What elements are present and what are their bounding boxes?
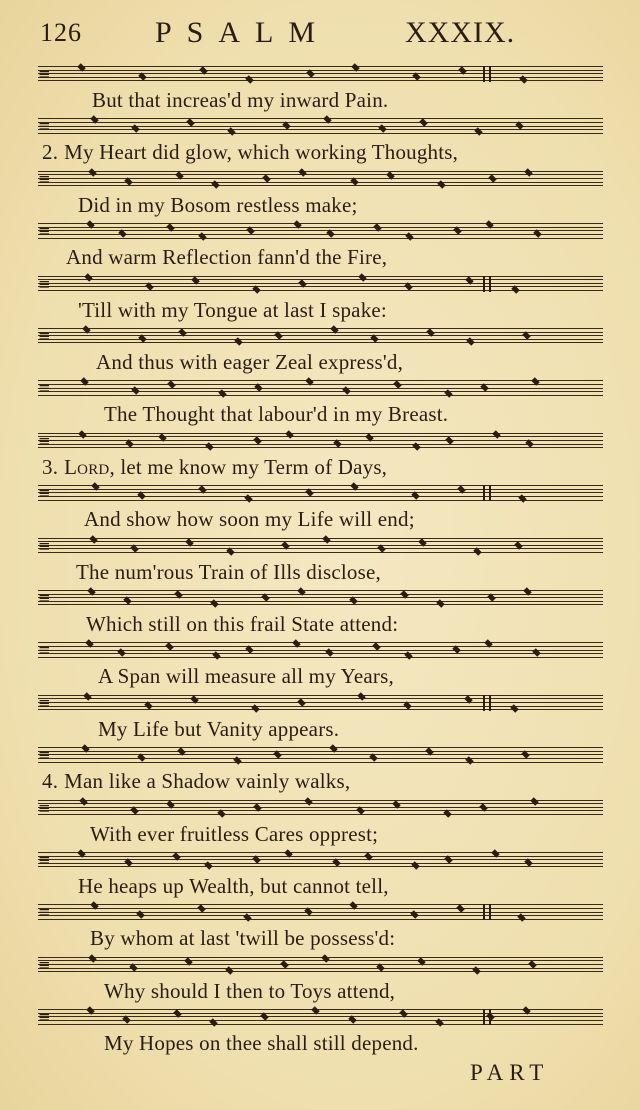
staff-line — [38, 646, 603, 647]
staff-line — [38, 964, 603, 965]
bar-line — [483, 276, 485, 292]
music-staff — [38, 590, 603, 606]
staff-line — [38, 856, 603, 857]
music-staff — [38, 695, 603, 711]
staff-line — [38, 489, 603, 490]
clef-icon: ≡ — [38, 379, 51, 398]
staff-line — [38, 342, 603, 343]
lyric-text: My Heart did glow, which working Thoughts, — [64, 140, 459, 165]
clef-icon: ≡ — [38, 484, 51, 503]
page-number: 126 — [40, 18, 82, 47]
staff-line — [38, 395, 603, 396]
music-staff — [38, 904, 603, 920]
lyric-text: 'Till with my Tongue at last I spake: — [78, 297, 387, 322]
staff-line — [38, 182, 603, 183]
staff-line — [38, 492, 603, 493]
clef-icon: ≡ — [38, 955, 51, 974]
lyric-text: But that increas'd my inward Pain. — [92, 88, 389, 112]
staff-line — [38, 279, 603, 280]
clef-icon: ≡ — [38, 274, 51, 293]
clef-icon: ≡ — [38, 851, 51, 869]
staff-line — [38, 594, 603, 595]
lyric-text: With ever fruitless Cares opprest; — [90, 821, 379, 846]
staff-line — [38, 800, 603, 801]
staff-line — [38, 702, 603, 703]
staff-line — [38, 908, 603, 909]
bar-line — [489, 276, 491, 292]
music-staff — [38, 642, 603, 658]
staff-line — [38, 814, 603, 815]
lyric-text: The num'rous Train of Ills disclose, — [76, 559, 381, 584]
lyric-text: And thus with eager Zeal express'd, — [96, 350, 404, 374]
music-staff — [38, 538, 603, 554]
staff-line — [38, 642, 603, 643]
lyric-text: And warm Reflection fann'd the Fire, — [66, 245, 388, 270]
staff-line — [38, 919, 603, 920]
clef-icon: ≡ — [38, 536, 51, 555]
lyric-text: The Thought that labour'd in my Breast. — [104, 402, 449, 427]
staff-line — [38, 447, 603, 448]
lyric-text: He heaps up Wealth, but cannot tell, — [78, 874, 389, 898]
staff-line — [38, 754, 603, 755]
lyric-text: My Hopes on thee shall still depend. — [104, 1031, 419, 1056]
staff-line — [38, 852, 603, 853]
staff-line — [38, 807, 603, 808]
staff-line — [38, 133, 603, 134]
staff-line — [38, 552, 603, 553]
music-staff — [38, 380, 603, 396]
music-staff — [38, 1009, 603, 1025]
staff-line — [38, 597, 603, 598]
bar-line — [483, 904, 485, 920]
lyric-text: My Life but Vanity appears. — [98, 716, 340, 741]
lyric-line — [78, 193, 358, 217]
music-staff — [38, 800, 603, 816]
music-staff — [38, 957, 603, 973]
music-staff — [38, 328, 603, 344]
lyric-line — [104, 979, 395, 1003]
bar-line — [489, 904, 491, 920]
bar-line — [489, 66, 491, 82]
staff-line — [38, 328, 603, 329]
staff-line — [38, 174, 603, 175]
bar-line — [489, 485, 491, 501]
psalm-number: XXXIX. — [405, 16, 516, 49]
clef-icon: ≡ — [38, 903, 51, 922]
clef-icon: ≡ — [38, 431, 51, 450]
music-staff — [38, 171, 603, 187]
lyric-line — [42, 769, 350, 793]
lyric-line — [42, 455, 387, 479]
lyric-line — [84, 507, 415, 531]
lyric-line — [90, 822, 378, 846]
music-staff — [38, 276, 603, 292]
staff-line — [38, 380, 603, 381]
staff-line — [38, 283, 603, 284]
staff-line — [38, 912, 603, 913]
clef-icon: ≡ — [38, 169, 51, 188]
staff-line — [38, 863, 603, 864]
staff-line — [38, 971, 603, 972]
clef-icon: ≡ — [38, 589, 51, 607]
staff-line — [38, 500, 603, 501]
music-staff — [38, 485, 603, 501]
bar-line — [483, 66, 485, 82]
lyric-line — [86, 612, 398, 636]
staff-line — [38, 80, 603, 81]
lyric-text: Man like a Shadow vainly walks, — [64, 769, 351, 794]
staff-line — [38, 968, 603, 969]
staff-line — [38, 73, 603, 74]
clef-icon: ≡ — [38, 746, 51, 765]
lyric-text: A Span will measure all my Years, — [98, 664, 394, 689]
verse-number: 2. — [42, 140, 59, 165]
staff-line — [38, 904, 603, 905]
staff-line — [38, 286, 603, 287]
lyric-line — [98, 664, 394, 688]
staff-line — [38, 178, 603, 179]
staff-line — [38, 339, 603, 340]
staff-line — [38, 485, 603, 486]
lyric-text: let me know my Term of Days, — [120, 454, 388, 479]
music-staff — [38, 852, 603, 868]
clef-icon: ≡ — [38, 641, 51, 660]
clef-icon: ≡ — [38, 117, 51, 136]
staff-line — [38, 1013, 603, 1014]
staff-line — [38, 171, 603, 172]
clef-icon: ≡ — [38, 327, 51, 345]
staff-line — [38, 1024, 603, 1025]
lyric-line — [90, 926, 395, 950]
catchword: PART — [470, 1060, 550, 1085]
staff-line — [38, 70, 603, 71]
music-staff — [38, 118, 603, 134]
clef-icon: ≡ — [38, 1008, 51, 1027]
staff-line — [38, 227, 603, 228]
staff-line — [38, 810, 603, 811]
staff-line — [38, 436, 603, 437]
lyric-text: Which still on this frail State attend: — [86, 612, 399, 636]
music-staff — [38, 433, 603, 449]
staff-line — [38, 118, 603, 119]
running-title: PSALM — [155, 16, 331, 49]
staff-line — [38, 758, 603, 759]
staff-line — [38, 706, 603, 707]
music-staff — [38, 223, 603, 239]
bar-line — [483, 1009, 485, 1025]
music-staff — [38, 66, 603, 82]
lyric-line — [104, 1031, 419, 1055]
lyric-line — [78, 298, 387, 322]
staff-line — [38, 77, 603, 78]
lyric-line — [96, 350, 403, 374]
staff-line — [38, 538, 603, 539]
verse-number: 3. — [42, 454, 59, 479]
staff-line — [38, 698, 603, 699]
clef-icon: ≡ — [38, 798, 51, 817]
music-staff — [38, 747, 603, 763]
lyric-line — [104, 402, 448, 426]
staff-line — [38, 1009, 603, 1010]
lyric-line — [78, 874, 389, 898]
staff-line — [38, 604, 603, 605]
staff-line — [38, 276, 603, 277]
lyric-line — [98, 717, 339, 741]
staff-line — [38, 866, 603, 867]
staff-line — [38, 657, 603, 658]
bar-line — [483, 485, 485, 501]
staff-line — [38, 751, 603, 752]
staff-line — [38, 960, 603, 961]
lyric-text: By whom at last 'twill be possess'd: — [90, 926, 396, 951]
lyric-line — [42, 140, 458, 164]
staff-line — [38, 129, 603, 130]
staff-line — [38, 388, 603, 389]
staff-line — [38, 803, 603, 804]
staff-line — [38, 590, 603, 591]
staff-line — [38, 601, 603, 602]
staff-line — [38, 440, 603, 441]
staff-line — [38, 747, 603, 748]
staff-line — [38, 859, 603, 860]
clef-icon: ≡ — [38, 222, 51, 241]
lyric-text: Did in my Bosom restless make; — [78, 192, 358, 217]
staff-line — [38, 66, 603, 67]
staff-line — [38, 185, 603, 186]
bar-line — [489, 695, 491, 711]
verse-number: 4. — [42, 769, 59, 794]
staff-line — [38, 433, 603, 434]
staff-line — [38, 384, 603, 385]
bar-line — [483, 695, 485, 711]
staff-line — [38, 335, 603, 336]
staff-line — [38, 332, 603, 333]
lyric-line — [92, 88, 388, 112]
staff-line — [38, 444, 603, 445]
lyric-line — [66, 245, 387, 269]
lyric-lead-word: Lord, — [64, 454, 115, 479]
lyric-text: Why should I then to Toys attend, — [104, 978, 396, 1003]
staff-line — [38, 762, 603, 763]
staff-line — [38, 695, 603, 696]
bar-line — [489, 1009, 491, 1025]
lyric-text: And show how soon my Life will end; — [84, 507, 415, 532]
lyric-line — [76, 560, 381, 584]
staff-line — [38, 223, 603, 224]
staff-line — [38, 391, 603, 392]
clef-icon: ≡ — [38, 693, 51, 712]
clef-icon: ≡ — [38, 65, 51, 83]
